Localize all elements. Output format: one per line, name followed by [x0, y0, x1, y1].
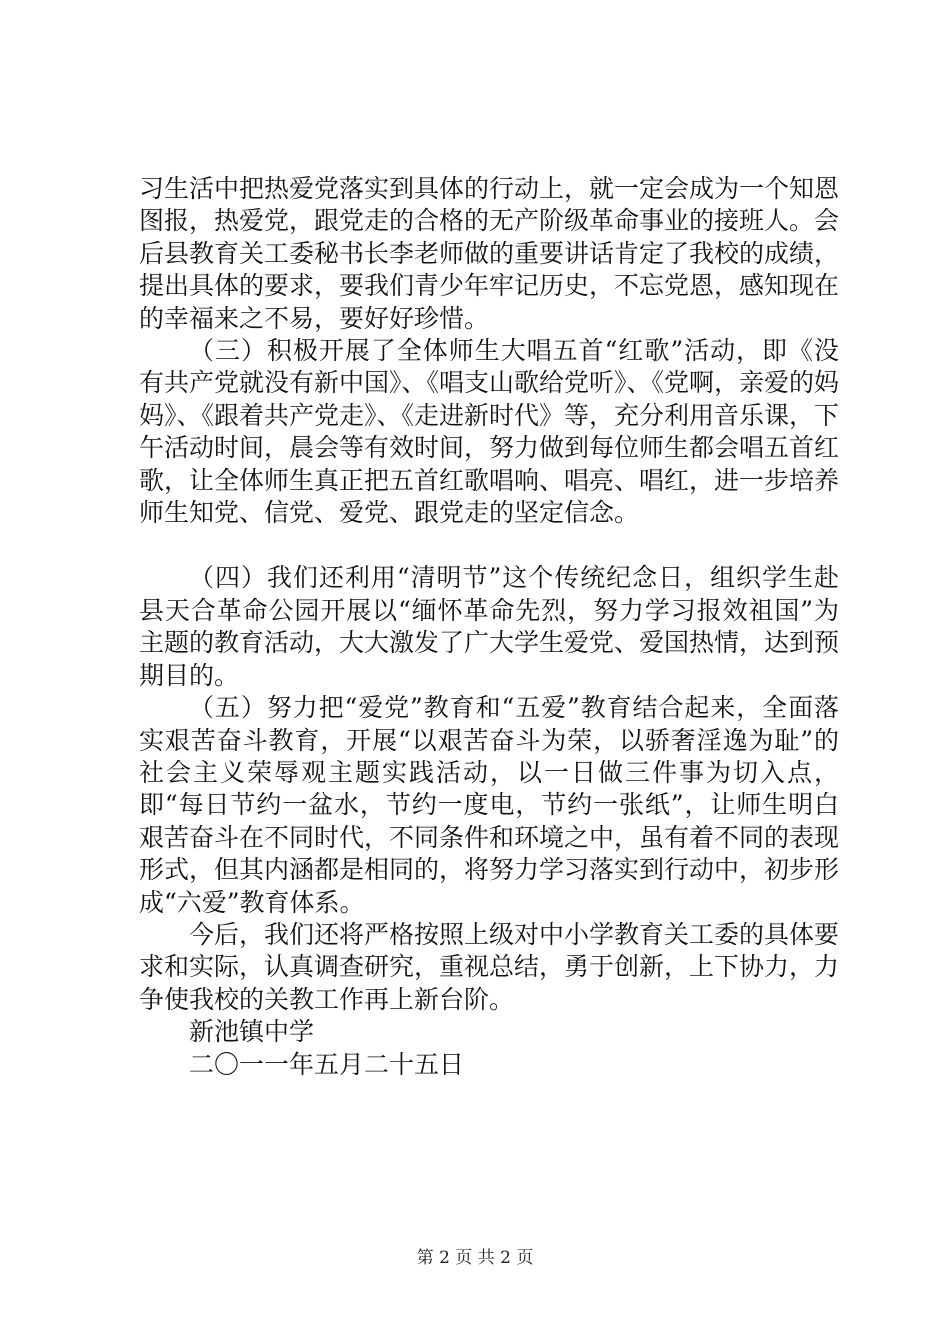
- paragraph-spacer: [139, 529, 839, 562]
- document-body: [139, 173, 839, 1081]
- page-number-footer: 第 2 页 共 2 页: [416, 1248, 534, 1268]
- paragraph-section-five: （五）努力把“爱党”教育和“五爱”教育结合起来，全面落实艰苦奋斗教育，开展“以艰苦奋斗为荣，以骄奢淫逸为耻”的社会主义荣辱观主题实践活动，以一日做三件事为切入点，即“每日节约一盆水，节约一度电，节约一张纸”，让师生明白艰苦奋斗在不同时代，不同条件和环境之中，虽有着不同的表现形式，但其内涵都是相同的，将努力学习落实到行动中，初步形成“六爱”教育体系。: [139, 693, 840, 917]
- paragraph-section-three: （三）积极开展了全体师生大唱五首“红歌”活动，即《没有共产党就没有新中国》、《唱支山歌给党听》、《党啊，亲爱的妈妈》、《跟着共产党走》、《走进新时代》等，充分利用音乐课，下午活动时间，晨会等有效时间，努力做到每位师生都会唱五首红歌，让全体师生真正把五首红歌唱响、唱亮、唱红，进一步培养师生知党、信党、爱党、跟党走的坚定信念。: [139, 336, 840, 528]
- paragraph-section-four: （四）我们还利用“清明节”这个传统纪念日，组织学生赴县天合革命公园开展以“缅怀革命先烈，努力学习报效祖国”为主题的教育活动，大大激发了广大学生爱党、爱国热情，达到预期目的。: [139, 563, 840, 690]
- paragraph-continuation: 习生活中把热爱党落实到具体的行动上，就一定会成为一个知恩图报，热爱党，跟党走的合格的无产阶级革命事业的接班人。会后县教育关工委秘书长李老师做的重要讲话肯定了我校的成绩，提出具体的要求，要我们青少年牢记历史，不忘党恩，感知现在的幸福来之不易，要好好珍惜。: [139, 174, 840, 333]
- paragraph-conclusion: 今后，我们还将严格按照上级对中小学教育关工委的具体要求和实际，认真调查研究，重视总结，勇于创新，上下协力，力争使我校的关教工作再上新台阶。: [139, 919, 840, 1014]
- signature-school: 新池镇中学: [189, 1017, 315, 1047]
- signature-date: 二〇一一年五月二十五日: [189, 1049, 465, 1079]
